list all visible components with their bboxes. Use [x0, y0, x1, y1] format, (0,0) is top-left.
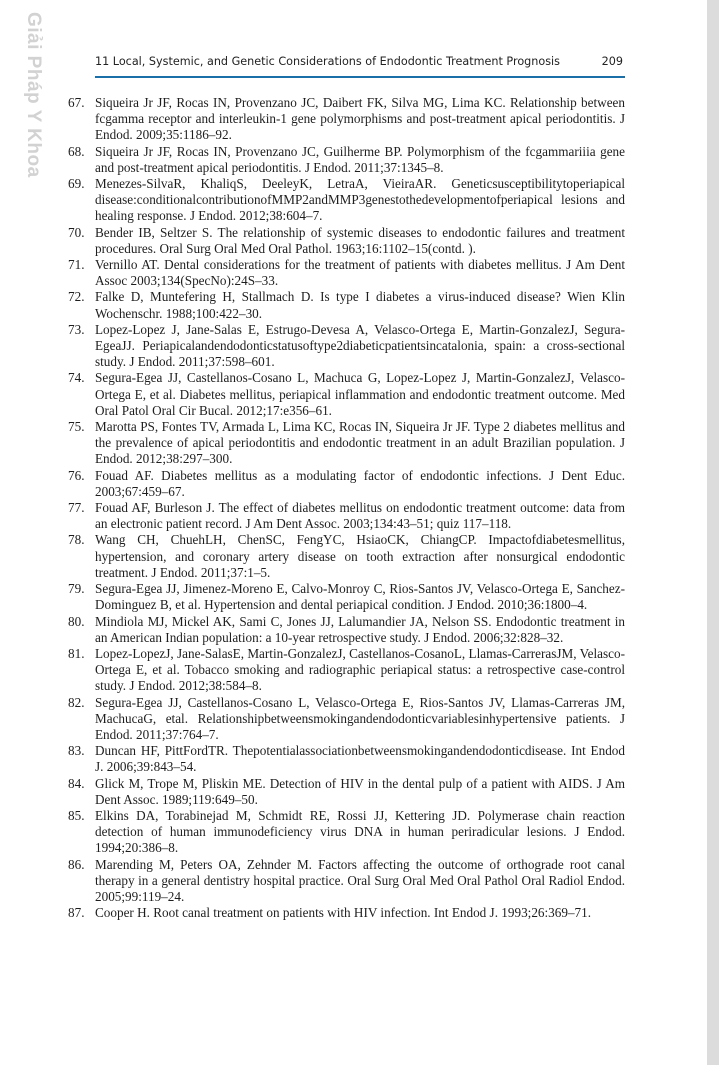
- reference-text: Wang CH, ChuehLH, ChenSC, FengYC, HsiaoCK, ChiangCP. Impactofdiabetesmellitus, hypertension, and coronary artery disease on tooth extraction after nonsurgical endodontic treatment. J Endod. 2011;37:1–5.: [95, 532, 625, 580]
- reference-text: Bender IB, Seltzer S. The relationship of systemic diseases to endodontic failures and treatment procedures. Oral Surg Oral Med Oral Pathol. 1963;16:1102–15(contd. ).: [95, 224, 625, 256]
- reference-text: Marotta PS, Fontes TV, Armada L, Lima KC, Rocas IN, Siqueira Jr JF. Type 2 diabetes mellitus and the prevalence of apical periodontitis and endodontic treatment in an adult Brazilian population. J Endod. 2012;38:297–300.: [95, 419, 625, 467]
- reference-item: [68, 905, 625, 921]
- reference-text: Siqueira Jr JF, Rocas IN, Provenzano JC, Daibert FK, Silva MG, Lima KC. Relationship between fcgamma receptor and interleukin-1 gene polymorphisms and post-treatment apical periodontitis. J Endod. 2009;35:1186–92.: [95, 95, 625, 143]
- reference-text: Lopez-Lopez J, Jane-Salas E, Estrugo-Devesa A, Velasco-Ortega E, Martin-GonzalezJ, Segura-EgeaJJ. Periapicalandendodonticstatusoftype2diabeticpatientsincatalonia, spain: a cross-sectional study. J Endod. 2011;37:598–601.: [95, 321, 625, 370]
- reference-number: 76.: [68, 467, 85, 483]
- reference-item: [68, 144, 625, 176]
- reference-text: Mindiola MJ, Mickel AK, Sami C, Jones JJ, Lalumandier JA, Nelson SS. Endodontic treatment in an American Indian population: a 10-year retrospective study. J Endod. 2006;32:828–32.: [95, 613, 625, 645]
- reference-item: [68, 225, 625, 257]
- page-number: 209: [601, 55, 623, 68]
- reference-text: Menezes-SilvaR, KhaliqS, DeeleyK, LetraA, VieiraAR. Geneticsusceptibilitytoperiapical disease:conditionalcontributionofMMP2andMMP3genestothedevelopmentofperiapical lesions and healing response. J Endod. 2012;38:604–7.: [95, 176, 625, 224]
- reference-item: [68, 532, 625, 581]
- reference-list: [68, 95, 625, 921]
- reference-item: [68, 370, 625, 419]
- reference-number: 79.: [68, 581, 85, 597]
- reference-number: 81.: [68, 645, 85, 661]
- reference-number: 87.: [68, 905, 85, 921]
- reference-text: Falke D, Muntefering H, Stallmach D. Is type I diabetes a virus-induced disease? Wien Klin Wochenschr. 1988;100:422–30.: [95, 289, 625, 321]
- reference-item: [68, 614, 625, 646]
- reference-item: [68, 808, 625, 857]
- reference-item: [68, 95, 625, 144]
- reference-item: [68, 743, 625, 775]
- reference-number: 71.: [68, 257, 85, 273]
- reference-number: 77.: [68, 500, 85, 516]
- reference-text: Duncan HF, PittFordTR. Thepotentialassociationbetweensmokingandendodonticdisease. Int Endod J. 2006;39:843–54.: [95, 743, 625, 775]
- reference-number: 78.: [68, 532, 85, 548]
- reference-text: Lopez-LopezJ, Jane-SalasE, Martin-GonzalezJ, Castellanos-CosanoL, Llamas-CarrerasJM, Velasco-Ortega E, et al. Tobacco smoking and radiographic periapical status: a retrospective case-control study. J Endod. 2012;38:584–8.: [95, 645, 626, 694]
- reference-text: Vernillo AT. Dental considerations for the treatment of patients with diabetes mellitus. J Am Dent Assoc 2003;134(SpecNo):24S–33.: [95, 257, 625, 289]
- reference-number: 69.: [68, 176, 85, 192]
- reference-number: 67.: [68, 95, 85, 110]
- reference-item: [68, 857, 625, 906]
- reference-text: Glick M, Trope M, Pliskin ME. Detection of HIV in the dental pulp of a patient with AIDS. J Am Dent Assoc. 1989;119:649–50.: [95, 775, 625, 807]
- reference-item: [68, 776, 625, 808]
- reference-number: 70.: [68, 224, 85, 240]
- reference-item: [68, 646, 625, 695]
- reference-number: 75.: [68, 419, 85, 435]
- page-edge-shadow: [707, 0, 719, 1065]
- reference-item: [68, 581, 625, 613]
- header-rule: [95, 76, 625, 78]
- reference-text: Fouad AF, Burleson J. The effect of diabetes mellitus on endodontic treatment outcome: data from an electronic patient record. J Am Dent Assoc. 2003;134:43–51; quiz 117–118.: [95, 500, 625, 532]
- watermark: Giải Pháp Y Khoa: [23, 12, 44, 178]
- reference-number: 83.: [68, 743, 85, 759]
- reference-text: Segura-Egea JJ, Jimenez-Moreno E, Calvo-Monroy C, Rios-Santos JV, Velasco-Ortega E, Sanchez-Dominguez B, et al. Hypertension and dental periapical condition. J Endod. 2010;36:1800–4.: [95, 581, 625, 613]
- reference-text: Elkins DA, Torabinejad M, Schmidt RE, Rossi JJ, Kettering JD. Polymerase chain reaction detection of human immunodeficiency virus DNA in human periradicular lesions. J Endod. 1994;20:386–8.: [95, 807, 625, 856]
- reference-number: 82.: [68, 694, 85, 710]
- chapter-title: 11 Local, Systemic, and Genetic Considerations of Endodontic Treatment Prognosis: [95, 55, 560, 68]
- reference-item: [68, 176, 625, 225]
- reference-number: 85.: [68, 807, 85, 823]
- reference-item: [68, 695, 625, 744]
- reference-item: [68, 289, 625, 321]
- reference-text: Marending M, Peters OA, Zehnder M. Factors affecting the outcome of orthograde root canal therapy in a general dentistry hospital practice. Oral Surg Oral Med Oral Pathol Oral Radiol Endod. 2005;99:119–24.: [95, 856, 625, 904]
- reference-number: 80.: [68, 613, 85, 629]
- reference-number: 72.: [68, 289, 85, 305]
- reference-number: 73.: [68, 321, 85, 337]
- reference-number: 84.: [68, 775, 85, 791]
- reference-item: [68, 500, 625, 532]
- reference-text: Cooper H. Root canal treatment on patients with HIV infection. Int Endod J. 1993;26:369–71.: [95, 905, 592, 921]
- reference-number: 74.: [68, 370, 85, 386]
- reference-text: Segura-Egea JJ, Castellanos-Cosano L, Velasco-Ortega E, Rios-Santos JV, Llamas-Carreras JM, MachucaG, etal. Relationshipbetweensmokingandendodonticvariablesinhypertensive patients. J Endod. 2011;37:764–7.: [95, 694, 625, 742]
- reference-item: [68, 322, 625, 371]
- reference-text: Fouad AF. Diabetes mellitus as a modulating factor of endodontic infections. J Dent Educ. 2003;67:459–67.: [95, 467, 625, 499]
- reference-item: [68, 257, 625, 289]
- reference-item: [68, 468, 625, 500]
- reference-text: Segura-Egea JJ, Castellanos-Cosano L, Machuca G, Lopez-Lopez J, Martin-GonzalezJ, Velasco-Ortega E, et al. Diabetes mellitus, periapical inflammation and endodontic treatment outcome. Med Oral Patol Oral Cir Bucal. 2012;17:e356–61.: [95, 370, 625, 418]
- reference-number: 68.: [68, 143, 85, 159]
- reference-number: 86.: [68, 856, 85, 872]
- reference-text: Siqueira Jr JF, Rocas IN, Provenzano JC, Guilherme BP. Polymorphism of the fcgammariiia gene and post-treatment apical periodontitis. J Endod. 2011;37:1345–8.: [95, 143, 625, 175]
- reference-item: [68, 419, 625, 468]
